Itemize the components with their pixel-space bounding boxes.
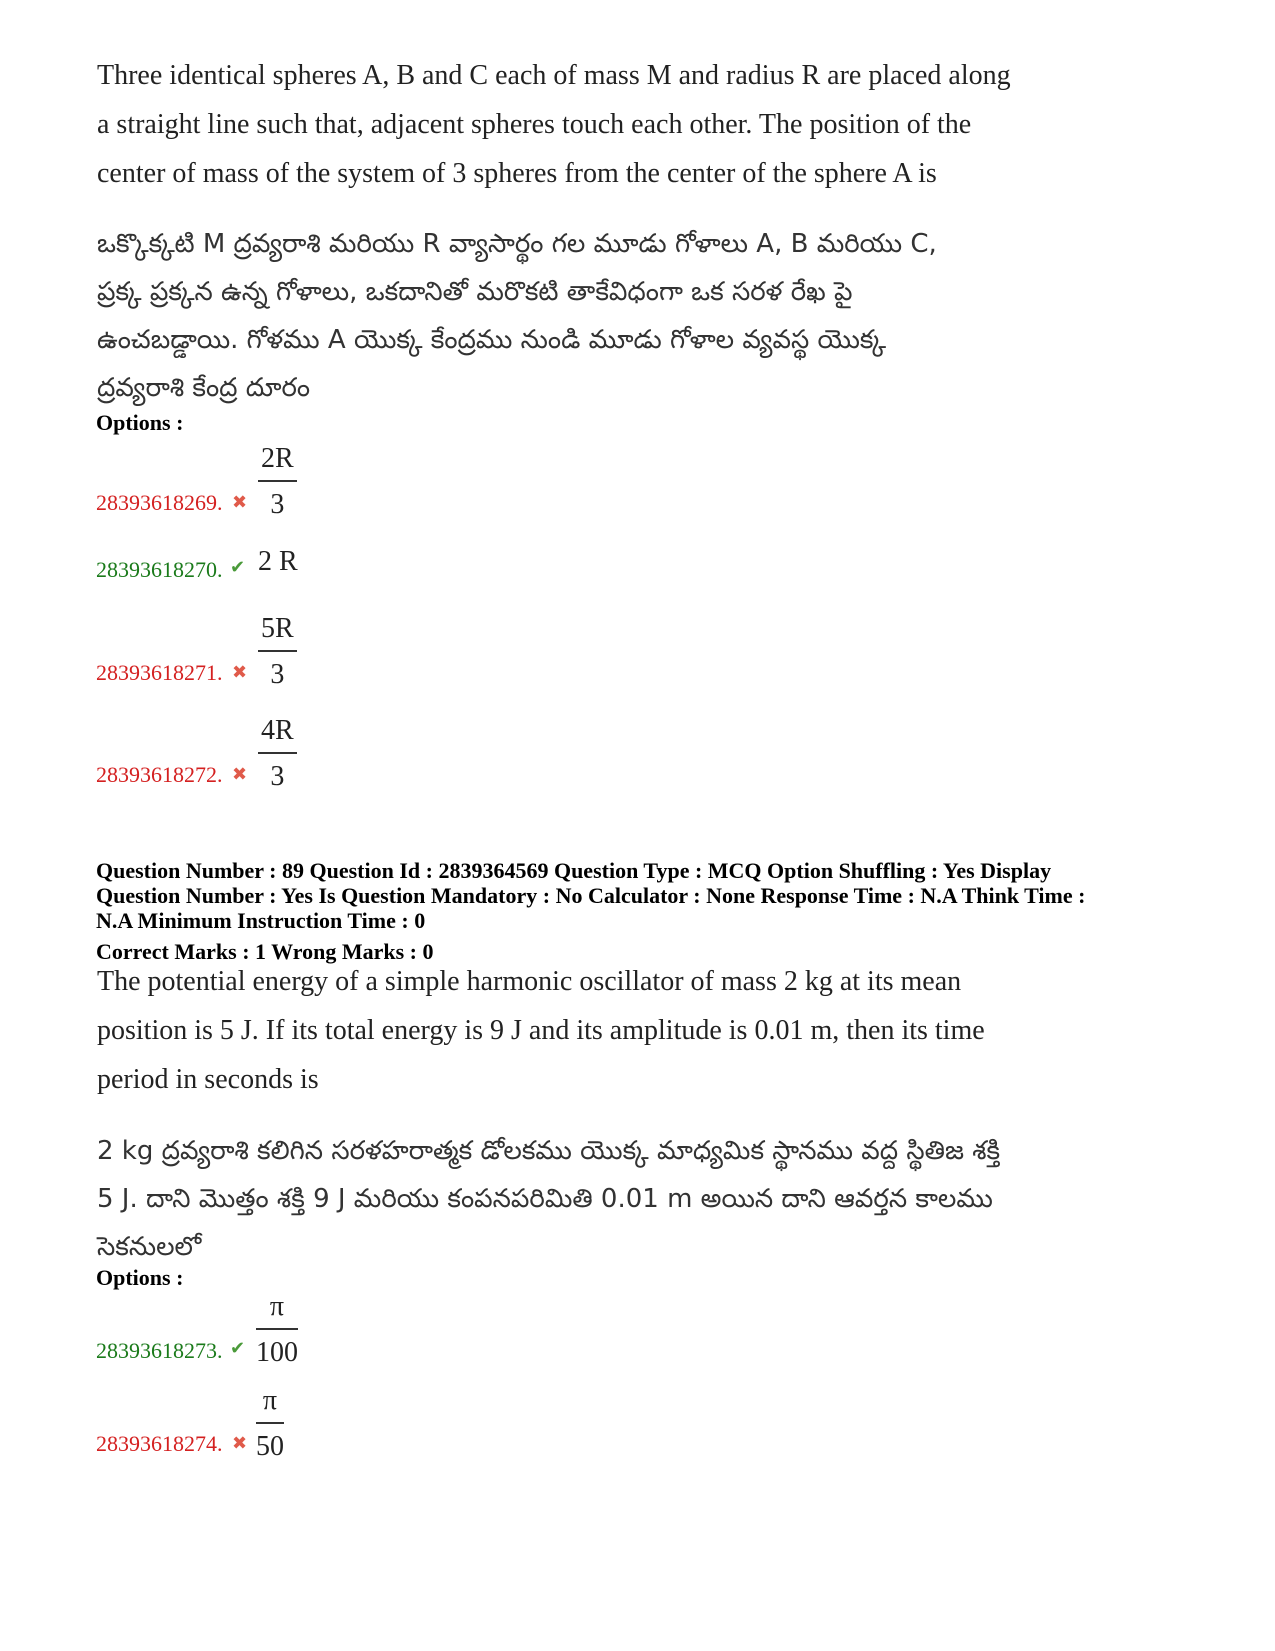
- fraction: [258, 442, 297, 522]
- option-id: 28393618273.: [96, 1338, 223, 1363]
- denominator: 100: [256, 1337, 298, 1368]
- denominator: 3: [270, 659, 285, 690]
- q89-english-line-3: period in seconds is: [97, 1064, 319, 1095]
- numerator: π: [262, 1385, 278, 1416]
- denominator: 50: [256, 1431, 284, 1462]
- q89-meta-line-2: Question Number : Yes Is Question Mandatory : No Calculator : None Response Time : N.A Think Time :: [96, 883, 1086, 908]
- option-id: 28393618271.: [96, 660, 223, 685]
- numerator: 4R: [261, 715, 294, 746]
- q88-english-line-2: a straight line such that, adjacent spheres touch each other. The position of the: [97, 109, 972, 140]
- option-answer: 2 R: [258, 546, 298, 577]
- denominator: 3: [270, 489, 285, 520]
- q89-telugu-line-1: 2 kg ద్రవ్యరాశి కలిగిన సరళహరాత్మక డోలకము యొక్క మాధ్యమిక స్థానము వద్ద స్థితిజ శక్తి: [97, 1136, 1001, 1166]
- fraction-bar: [256, 1422, 284, 1424]
- q89-english-line-2: position is 5 J. If its total energy is 9 J and its amplitude is 0.01 m, then its time: [97, 1015, 985, 1046]
- option-id: 28393618269.: [96, 490, 223, 515]
- q88-telugu-line-2: ప్రక్క ప్రక్కన ఉన్న గోళాలు, ఒకదానితో మరొకటి తాకేవిధంగా ఒక సరళ రేఖ పై: [97, 277, 853, 307]
- fraction: [258, 612, 297, 692]
- fraction-bar: [258, 650, 297, 652]
- fraction-bar: [258, 752, 297, 754]
- numerator: 5R: [261, 613, 294, 644]
- numerator: π: [269, 1291, 285, 1322]
- q88-english-line-1: Three identical spheres A, B and C each of mass M and radius R are placed along: [97, 60, 1011, 91]
- q88-telugu-line-3: ఉంచబడ్డాయి. గోళము A యొక్క కేంద్రము నుండి మూడు గోళాల వ్యవస్థ యొక్క: [97, 325, 887, 355]
- q89-english-line-1: The potential energy of a simple harmonic oscillator of mass 2 kg at its mean: [97, 966, 962, 997]
- q89-options-label: Options :: [96, 1265, 184, 1290]
- correct-check-icon: ✔: [230, 557, 246, 578]
- q88-english-line-3: center of mass of the system of 3 spheres from the center of the sphere A is: [97, 158, 937, 189]
- fraction-bar: [256, 1328, 298, 1330]
- option-id: 28393618274.: [96, 1431, 223, 1456]
- q89-meta-line-1: Question Number : 89 Question Id : 2839364569 Question Type : MCQ Option Shuffling : Yes Display: [96, 858, 1052, 883]
- q89-marks-line: Correct Marks : 1 Wrong Marks : 0: [96, 939, 434, 964]
- option-id: 28393618272.: [96, 762, 223, 787]
- q88-telugu-line-4: ద్రవ్యరాశి కేంద్ర దూరం: [97, 373, 311, 403]
- q89-meta-line-3: N.A Minimum Instruction Time : 0: [96, 908, 426, 933]
- numerator: 2R: [261, 443, 294, 474]
- denominator: 3: [270, 761, 285, 792]
- wrong-mark-icon: ✖: [232, 662, 248, 683]
- fraction-bar: [258, 480, 297, 482]
- fraction: [258, 714, 297, 794]
- correct-check-icon: ✔: [230, 1338, 246, 1359]
- wrong-mark-icon: ✖: [232, 492, 248, 513]
- q88-telugu-line-1: ఒక్కొక్కటి M ద్రవ్యరాశి మరియు R వ్యాసార్థం గల మూడు గోళాలు A, B మరియు C,: [97, 229, 937, 259]
- q89-telugu-line-2: 5 J. దాని మొత్తం శక్తి 9 J మరియు కంపనపరిమితి 0.01 m అయిన దాని ఆవర్తన కాలము: [97, 1184, 993, 1214]
- fraction: [256, 1290, 298, 1370]
- q89-telugu-line-3: సెకనులలో: [97, 1232, 202, 1262]
- q88-options-label: Options :: [96, 410, 184, 435]
- wrong-mark-icon: ✖: [232, 1433, 248, 1454]
- fraction: [256, 1384, 284, 1464]
- wrong-mark-icon: ✖: [232, 764, 248, 785]
- option-id: 28393618270.: [96, 557, 223, 582]
